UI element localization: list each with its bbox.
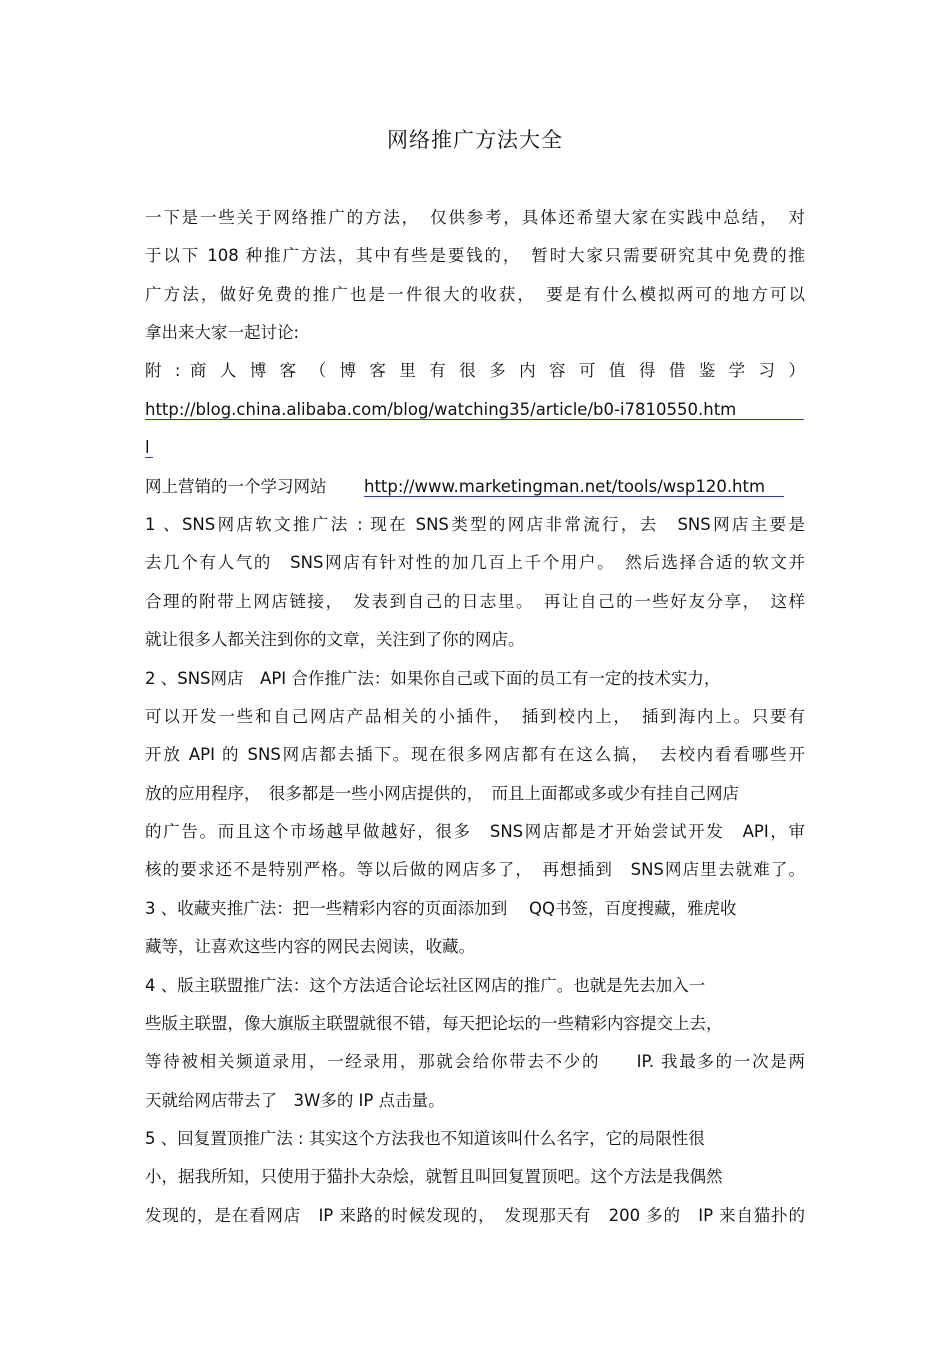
paragraph-line: 合理的附带上网店链接， 发表到自己的日志里。 再让自己的一些好友分享， 这样: [145, 592, 805, 611]
paragraph-line: 就让很多人都关注到你的文章，关注到了你的网店。: [145, 630, 525, 649]
paragraph-line: 一下是一些关于网络推广的方法， 仅供参考，具体还希望大家在实践中总结， 对: [145, 208, 805, 227]
paragraph-line: 天就给网店带去了 3W多的 IP 点击量。: [145, 1091, 445, 1110]
paragraph-line: 等待被相关频道录用，一经录用，那就会给你带去不少的 IP. 我最多的一次是两: [145, 1052, 805, 1071]
paragraph-line: 1 、SNS网店软文推广法 : 现在 SNS类型的网店非常流行，去 SNS网店主要是: [145, 515, 805, 534]
paragraph-line: 放的应用程序， 很多都是一些小网店提供的， 而且上面都或多或少有挂自己网店: [145, 784, 739, 803]
paragraph-line: 2 、SNS网店 API 合作推广法：如果你自己或下面的员工有一定的技术实力，: [145, 669, 721, 688]
paragraph-line: 的广告。而且这个市场越早做越好，很多 SNS网店都是才开始尝试开发 API，审: [145, 822, 805, 841]
paragraph-line: 开放 API 的 SNS网店都去插下。现在很多网店都有在这么搞， 去校内看看哪些开: [145, 745, 805, 764]
paragraph-line: 藏等，让喜欢这些内容的网民去阅读，收藏。: [145, 937, 475, 956]
paragraph-line: 核的要求还不是特别严格。等以后做的网店多了， 再想插到 SNS网店里去就难了。: [145, 860, 805, 879]
blog-link[interactable]: http://blog.china.alibaba.com/blog/watching35/article/b0-i7810550.htm: [145, 400, 737, 419]
blog-link-underline-continuation: [145, 457, 153, 458]
marketing-link-underline: [364, 496, 784, 497]
paragraph-line: 于以下 108 种推广方法，其中有些是要钱的， 暂时大家只需要研究其中免费的推: [145, 246, 805, 265]
paragraph-line: 发现的，是在看网店 IP 来路的时候发现的， 发现那天有 200 多的 IP 来自猫扑的: [145, 1206, 805, 1225]
paragraph-line: 广方法，做好免费的推广也是一件很大的收获， 要是有什么模拟两可的地方可以: [145, 285, 805, 304]
paragraph-line: 些版主联盟，像大旗版主联盟就很不错，每天把论坛的一些精彩内容提交上去，: [145, 1014, 723, 1033]
paragraph-line: 4 、版主联盟推广法：这个方法适合论坛社区网店的推广。也就是先去加入一: [145, 976, 706, 995]
document-title: 网络推广方法大全: [387, 128, 563, 152]
study-site-label: 网上营销的一个学习网站: [145, 477, 327, 496]
blog-link-continuation[interactable]: l: [145, 438, 150, 457]
marketing-link[interactable]: http://www.marketingman.net/tools/wsp120.htm: [364, 477, 766, 496]
paragraph-line: 拿出来大家一起讨论:: [145, 323, 300, 342]
paragraph-line: 去几个有人气的 SNS网店有针对性的加几百上千个用户。 然后选择合适的软文并: [145, 553, 805, 572]
blog-link-underline: [145, 419, 804, 420]
paragraph-line: 3 、收藏夹推广法：把一些精彩内容的页面添加到 QQ书签，百度搜藏，雅虎收: [145, 899, 737, 918]
appendix-line: 附 : 商 人 博 客 （ 博 客 里 有 很 多 内 容 可 值 得 借 鉴 学 习 ）: [145, 361, 805, 380]
paragraph-line: 小，据我所知，只使用于猫扑大杂烩，就暂且叫回复置顶吧。这个方法是我偶然: [145, 1167, 723, 1186]
paragraph-line: 可以开发一些和自己网店产品相关的小插件， 插到校内上， 插到海内上。只要有: [145, 707, 805, 726]
paragraph-line: 5 、回复置顶推广法 : 其实这个方法我也不知道该叫什么名字，它的局限性很: [145, 1129, 705, 1148]
